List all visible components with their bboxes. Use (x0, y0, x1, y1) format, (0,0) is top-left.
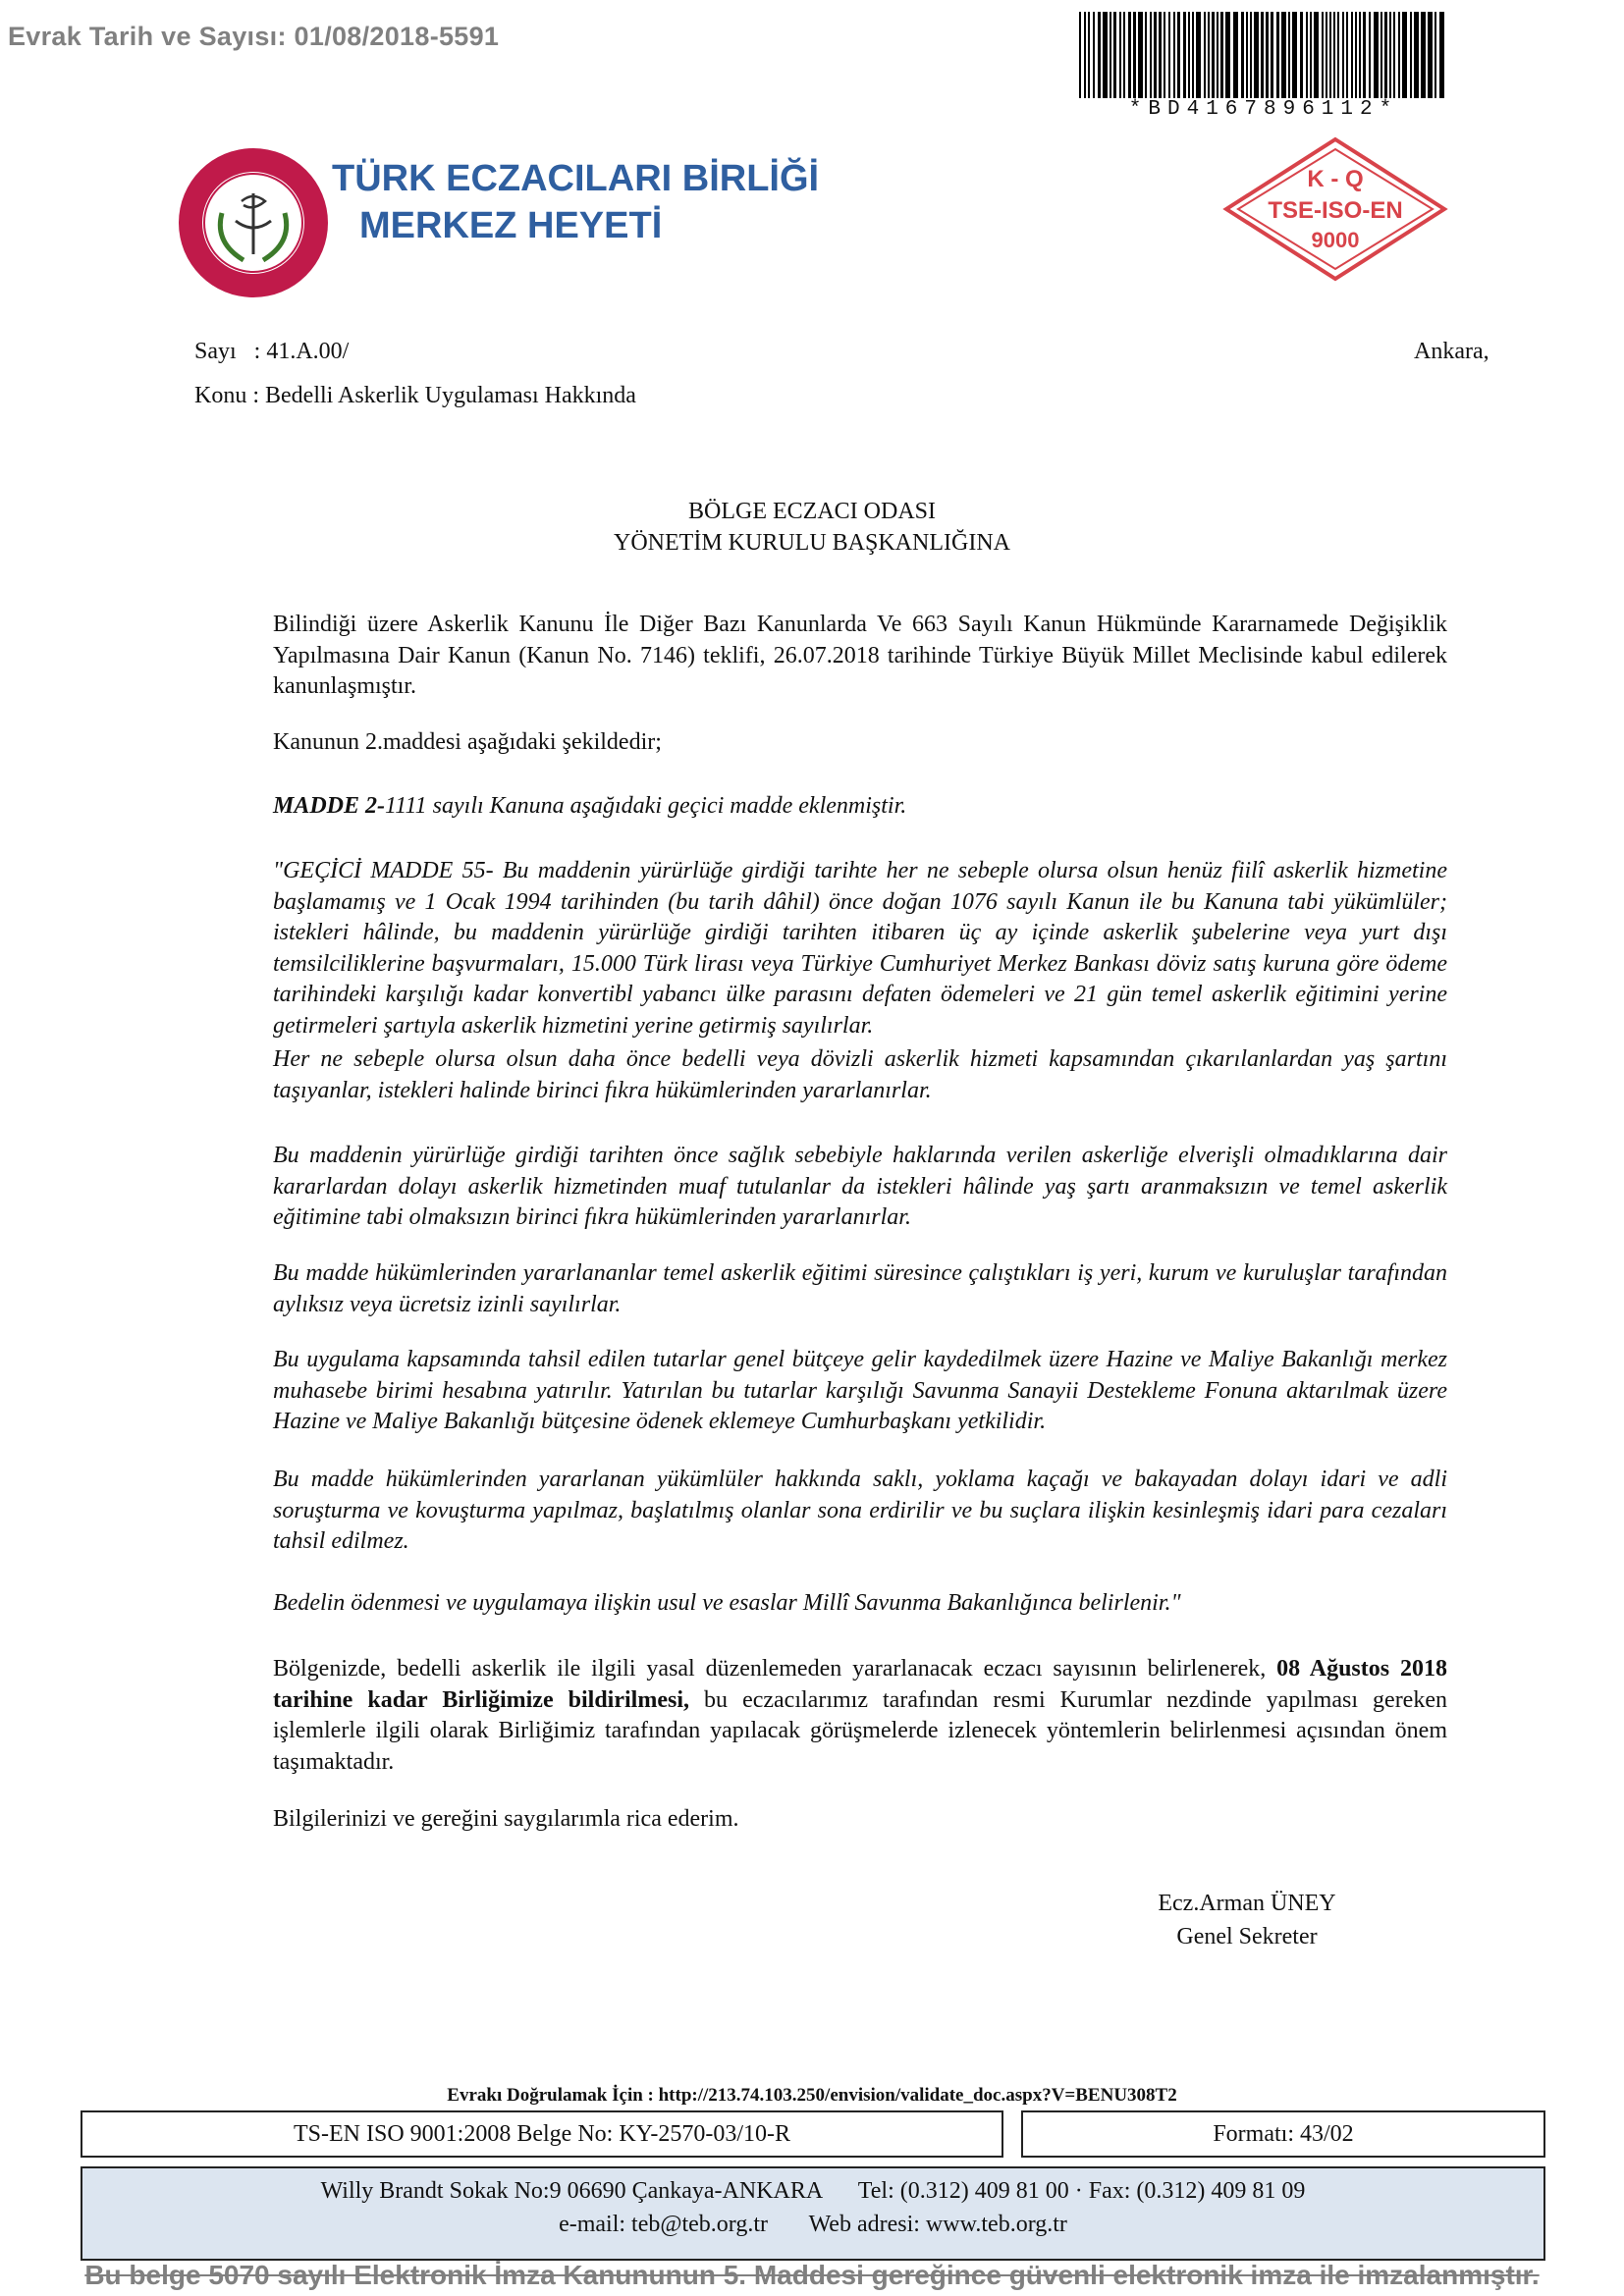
recipient-line2: YÖNETİM KURULU BAŞKANLIĞINA (614, 530, 1010, 556)
barcode-bar (1326, 12, 1327, 98)
phone-fax: Tel: (0.312) 409 81 00 · Fax: (0.312) 409 81 09 (857, 2178, 1306, 2204)
recipient (0, 496, 1624, 559)
contact-footer (81, 2166, 1545, 2261)
barcode-bar (1410, 12, 1412, 98)
paragraph-request: Bölgenizde, bedelli askerlik ile ilgili yasal düzenlemeden yararlanacak eczacı sayısının belirlenerek, 08 Ağustos 2018 tarihine kadar Birliğimize bildirilmesi, bu eczacılarımız tarafından resmi Kurumlar nezdinde yapılması gereken işlemlerle ilgili olarak Birliğimiz tarafından yapılacak görüşmelerde izlenecek yöntemlerin belirlenmesi açısından önem taşımaktadır. (273, 1656, 1448, 1775)
verification-link[interactable]: Evrakı Doğrulamak İçin : http://213.74.103.250/envision/validate_doc.aspx?V=BENU308T2 (447, 2085, 1177, 2106)
barcode-bar (1428, 12, 1433, 98)
barcode-bar (1346, 12, 1348, 98)
barcode-bar (1351, 12, 1353, 98)
barcode-bar (1220, 12, 1223, 98)
barcode-bar (1359, 12, 1361, 98)
barcode-bar (1164, 12, 1165, 98)
barcode-bar (1333, 12, 1335, 98)
barcode-bar (1398, 12, 1400, 98)
tse-line1: K - Q (1307, 166, 1364, 192)
barcode-bar (1322, 12, 1324, 98)
barcode-bar (1393, 12, 1395, 98)
barcode-bar (1281, 12, 1286, 98)
barcode-bar (1079, 12, 1081, 98)
barcode-bar (1196, 12, 1201, 98)
barcode-bar (1329, 12, 1331, 98)
barcode-bar (1314, 12, 1319, 98)
article-2-label: MADDE 2- (273, 793, 386, 819)
barcode-bar (1159, 12, 1162, 98)
barcode-bar (1133, 12, 1136, 98)
deadline-highlight: 08 Ağustos 2018 tarihine kadar Birliğimize bildirilmesi, (273, 1656, 1448, 1713)
reference-number (194, 339, 349, 365)
tse-line3: 9000 (1311, 228, 1360, 252)
barcode-bar (1128, 12, 1131, 98)
paragraph-budget: Bu uygulama kapsamında tahsil edilen tutarlar genel bütçeye gelir kaydedilmek üzere Hazine ve Maliye Bakanlığı merkez muhasebe birimi hesabına yatırılır. Yatırılan bu tutarlar karşılığı Savunma Sanayii Destekleme Fonuna aktarılmak üzere Hazine ve Maliye Bakanlığı bütçesine ödenek eklemeye Cumhurbaşkanı yetkilidir. (273, 1347, 1447, 1434)
barcode-bar (1093, 12, 1095, 98)
tse-iso-logo (1222, 135, 1448, 283)
format-box: Formatı: 43/02 (1021, 2110, 1545, 2158)
barcode-bar (1337, 12, 1339, 98)
paragraph-article-2: MADDE 2-1111 sayılı Kanuna aşağıdaki geçici madde eklenmiştir. (273, 793, 907, 819)
website[interactable]: Web adresi: www.teb.org.tr (808, 2212, 1067, 2237)
barcode-bar (1123, 12, 1125, 98)
barcode-bar (1254, 12, 1259, 98)
footer-line1 (82, 2174, 1543, 2208)
barcode-bar (1271, 12, 1273, 98)
barcode-bar (1250, 12, 1252, 98)
paragraph-article-intro: Kanunun 2.maddesi aşağıdaki şekildedir; (273, 729, 662, 755)
barcode-bar (1204, 12, 1206, 98)
barcode-bar (1110, 12, 1111, 98)
barcode-bar (1217, 12, 1218, 98)
barcode-bar (1439, 12, 1444, 98)
barcode-bar (1276, 12, 1279, 98)
barcode-bar (1246, 12, 1248, 98)
barcode-bar (1380, 12, 1382, 98)
organization-line2: MERKEZ HEYETİ (359, 205, 663, 246)
barcode-bar (1183, 12, 1186, 98)
document-date-number: Evrak Tarih ve Sayısı: 01/08/2018-5591 (8, 22, 500, 51)
footer-line2 (82, 2208, 1543, 2241)
barcode-bar (1288, 12, 1290, 98)
barcode-bar (1306, 12, 1308, 98)
sayi-value: : 41.A.00/ (253, 339, 350, 364)
barcode-bar (1103, 12, 1108, 98)
barcode-bar (1177, 12, 1180, 98)
barcode-bar (1261, 12, 1264, 98)
address: Willy Brandt Sokak No:9 06690 Çankaya-ANKARA (320, 2178, 824, 2204)
paragraph-temporary-article: "GEÇİCİ MADDE 55- Bu maddenin yürürlüğe girdiği tarihte her ne sebeple olursa olsun henüz fiilî askerlik hizmetine başlamamış ve 1 Ocak 1994 tarihinden (bu tarih dâhil) önce doğan 1076 sayılı Kanun ile bu Kanuna tabi yükümlüler; istekleri hâlinde, bu maddenin yürürlüğe girdiği tarihten itibaren üç ay içinde askerlik şubelerine veya yurt dışı temsilciliklerine başvurmaları, 15.000 Türk lirası veya Türkiye Cumhuriyet Merkez Bankası döviz satış kuruna göre ödeme tarihindeki karşılığı kadar konvertibl yabancı ülke parasını defaten ödemeleri ve 21 gün temel askerlik eğitimini yerine getirmeleri şartıyla askerlik hizmetini yerine getirmiş sayılırlar. (273, 858, 1447, 1039)
paragraph-unpaid-leave: Bu madde hükümlerinden yararlananlar temel askerlik eğitimi süresince çalıştıkları iş yeri, kurum ve kuruluşlar tarafından aylıksız veya ücretsiz izinli sayılırlar. (273, 1260, 1447, 1317)
iso-certificate-box: TS-EN ISO 9001:2008 Belge No: KY-2570-03/10-R (81, 2110, 1003, 2158)
barcode-bar (1188, 12, 1190, 98)
barcode-bar (1414, 12, 1419, 98)
city-date: Ankara, (1414, 339, 1489, 364)
barcode-bar (1088, 12, 1090, 98)
barcode-bar (1389, 12, 1391, 98)
barcode-bar (1119, 12, 1121, 98)
barcode-bar (1138, 12, 1143, 98)
barcode-bar (1098, 12, 1101, 98)
barcode-bar (1369, 12, 1371, 98)
barcode-bar (1154, 12, 1157, 98)
signature-block (1100, 1887, 1394, 1953)
barcode-bar (1402, 12, 1407, 98)
recipient-line1: BÖLGE ECZACI ODASI (688, 499, 936, 524)
barcode-bar (1342, 12, 1344, 98)
konu-label: Konu (194, 383, 247, 408)
barcode-bar (1212, 12, 1215, 98)
barcode-bar (1374, 12, 1379, 98)
paragraph-procedures: Bedelin ödenmesi ve uygulamaya ilişkin usul ve esaslar Millî Savunma Bakanlığınca belirlenir." (273, 1590, 1181, 1616)
paragraph-previous-exempt: Her ne sebeple olursa olsun daha önce bedelli veya dövizli askerlik hizmeti kapsamından çıkarılanlardan yaş şartını taşıyanlar, istekleri halinde birinci fıkra hükümlerinden yararlanırlar. (273, 1046, 1447, 1103)
paragraph-investigation: Bu madde hükümlerinden yararlanan yükümlüler hakkında saklı, yoklama kaçağı ve bakayadan dolayı idari ve adli soruşturma ve kovuşturma yapılmaz, başlatılmış olanlar sona erdirilir ve bu suçlara ilişkin kesinleşmiş idari para cezaları tahsil edilmez. (273, 1467, 1447, 1554)
barcode-bar (1208, 12, 1210, 98)
organization-line1: TÜRK ECZACILARI BİRLİĞİ (332, 158, 820, 199)
barcode-bar (1241, 12, 1244, 98)
barcode-bar (1292, 12, 1297, 98)
barcode-bar (1150, 12, 1152, 98)
barcode-bar (1363, 12, 1366, 98)
konu-value: : Bedelli Askerlik Uygulaması Hakkında (252, 383, 636, 408)
barcode-bar (1192, 12, 1194, 98)
e-signature-notice: Bu belge 5070 sayılı Elektronik İmza Kanununun 5. Maddesi gereğince güvenli elektronik imza ile imzalanmıştır. (84, 2260, 1540, 2290)
signatory-name: Ecz.Arman ÜNEY (1158, 1891, 1336, 1916)
barcode-bar (1225, 12, 1230, 98)
barcode-bar (1084, 12, 1086, 98)
barcode-text: *BD4167896112* (1128, 98, 1399, 121)
barcode-bar (1421, 12, 1426, 98)
paragraph-intro: Bilindiği üzere Askerlik Kanunu İle Diğer Bazı Kanunlarda Ve 663 Sayılı Kanun Hükmünde Kararnamede Değişiklik Yapılmasına Dair Kanun (Kanun No. 7146) teklifi, 26.07.2018 tarihinde Türkiye Büyük Millet Meclisinde kabul edilerek kanunlaşmıştır. (273, 612, 1447, 699)
signatory-title: Genel Sekreter (1176, 1924, 1318, 1949)
barcode-bar (1173, 12, 1175, 98)
barcode-bar (1355, 12, 1357, 98)
teb-seal-logo (175, 144, 332, 301)
barcode-bar (1435, 12, 1436, 98)
organization-name (332, 155, 819, 249)
barcode-bar (1266, 12, 1269, 98)
paragraph-health-exempt: Bu maddenin yürürlüğe girdiği tarihten önce sağlık sebebiyle haklarında verilen askerliğe elverişli olmadıklarına dair kararlardan dolayı askerlik hizmetinden muaf tutulanlar da istekleri hâlinde yaş şartı aranmaksızın ve temel askerlik eğitimine tabi olmaksızın birinci fıkra hükümlerinden yararlanırlar. (273, 1143, 1447, 1230)
tse-line2: TSE-ISO-EN (1268, 197, 1403, 224)
barcode-bar (1113, 12, 1116, 98)
barcode-bar (1310, 12, 1312, 98)
paragraph-closing: Bilgilerinizi ve gereğini saygılarımla rica ederim. (273, 1806, 739, 1832)
barcode-bar (1300, 12, 1303, 98)
barcode-bar (1233, 12, 1238, 98)
email[interactable]: e-mail: teb@teb.org.tr (559, 2212, 768, 2237)
barcode-bar (1384, 12, 1387, 98)
barcode (1077, 12, 1450, 100)
barcode-bar (1168, 12, 1170, 98)
barcode-bar (1145, 12, 1147, 98)
sayi-label: Sayı (194, 339, 237, 364)
subject-line (194, 383, 636, 409)
